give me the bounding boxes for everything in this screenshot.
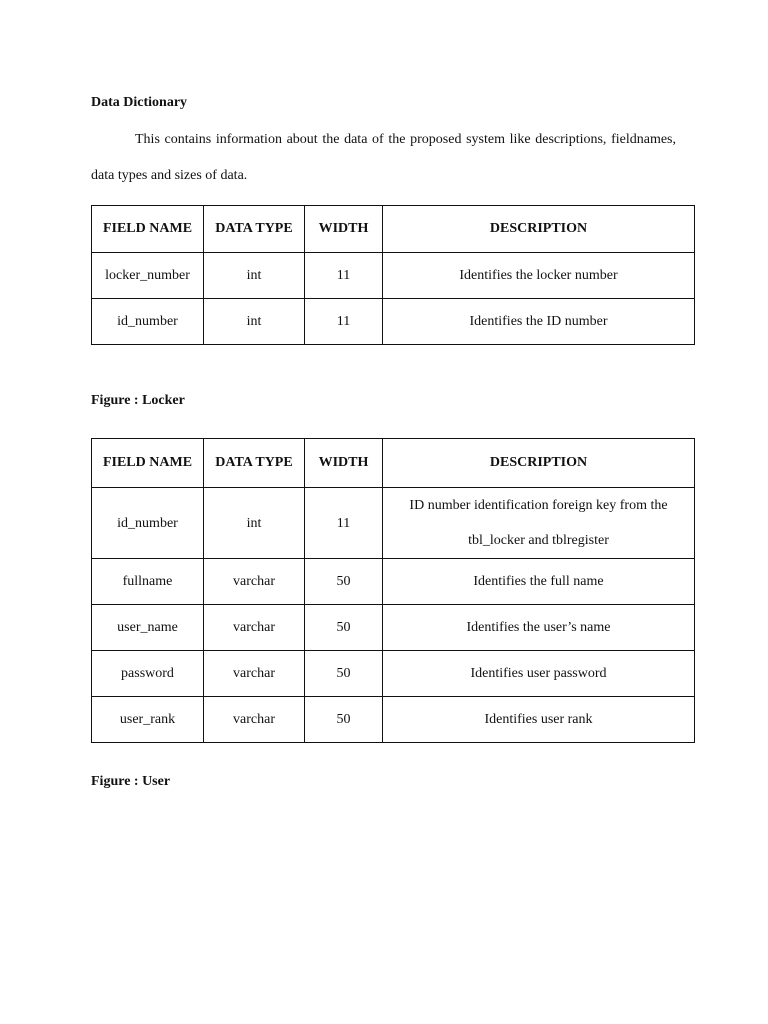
data-type-cell: int (204, 253, 305, 299)
description-cell: Identifies the locker number (383, 253, 695, 299)
width-cell: 11 (305, 253, 383, 299)
column-header-data-type: DATA TYPE (204, 439, 305, 488)
data-type-cell: varchar (204, 605, 305, 651)
column-header-data-type: DATA TYPE (204, 206, 305, 253)
table-row (92, 651, 695, 697)
locker-table (91, 205, 695, 345)
field-name-cell: locker_number (92, 253, 204, 299)
table-row (92, 605, 695, 651)
field-name-cell: id_number (92, 488, 204, 559)
locker-figure-caption: Figure : Locker (91, 393, 185, 408)
table-row (92, 697, 695, 743)
width-cell: 50 (305, 651, 383, 697)
field-name-cell: id_number (92, 299, 204, 345)
description-cell: Identifies the ID number (383, 299, 695, 345)
table-row (92, 299, 695, 345)
table-row (92, 488, 695, 559)
document-heading: Data Dictionary (91, 95, 188, 110)
description-cell: Identifies user rank (383, 697, 695, 743)
field-name-cell: user_rank (92, 697, 204, 743)
width-cell: 50 (305, 605, 383, 651)
column-header-width: WIDTH (305, 206, 383, 253)
data-type-cell: int (204, 488, 305, 559)
field-name-cell: password (92, 651, 204, 697)
intro-paragraph: This contains information about the data of the proposed system like descriptions, fieldnames, data types and sizes of data. (91, 132, 676, 183)
user-table (91, 438, 695, 743)
description-cell: ID number identification foreign key from the tbl_locker and tblregister (383, 488, 695, 559)
data-type-cell: varchar (204, 651, 305, 697)
column-header-field-name: FIELD NAME (92, 206, 204, 253)
user-figure-caption: Figure : User (91, 774, 171, 789)
width-cell: 11 (305, 299, 383, 345)
table-header-row (92, 206, 695, 253)
column-header-width: WIDTH (305, 439, 383, 488)
data-type-cell: varchar (204, 559, 305, 605)
width-cell: 50 (305, 559, 383, 605)
data-type-cell: varchar (204, 697, 305, 743)
width-cell: 50 (305, 697, 383, 743)
data-type-cell: int (204, 299, 305, 345)
field-name-cell: fullname (92, 559, 204, 605)
width-cell: 11 (305, 488, 383, 559)
table-row (92, 253, 695, 299)
table-header-row (92, 439, 695, 488)
description-cell: Identifies the user’s name (383, 605, 695, 651)
description-cell: Identifies the full name (383, 559, 695, 605)
column-header-description: DESCRIPTION (383, 439, 695, 488)
field-name-cell: user_name (92, 605, 204, 651)
column-header-description: DESCRIPTION (383, 206, 695, 253)
table-row (92, 559, 695, 605)
description-cell: Identifies user password (383, 651, 695, 697)
column-header-field-name: FIELD NAME (92, 439, 204, 488)
